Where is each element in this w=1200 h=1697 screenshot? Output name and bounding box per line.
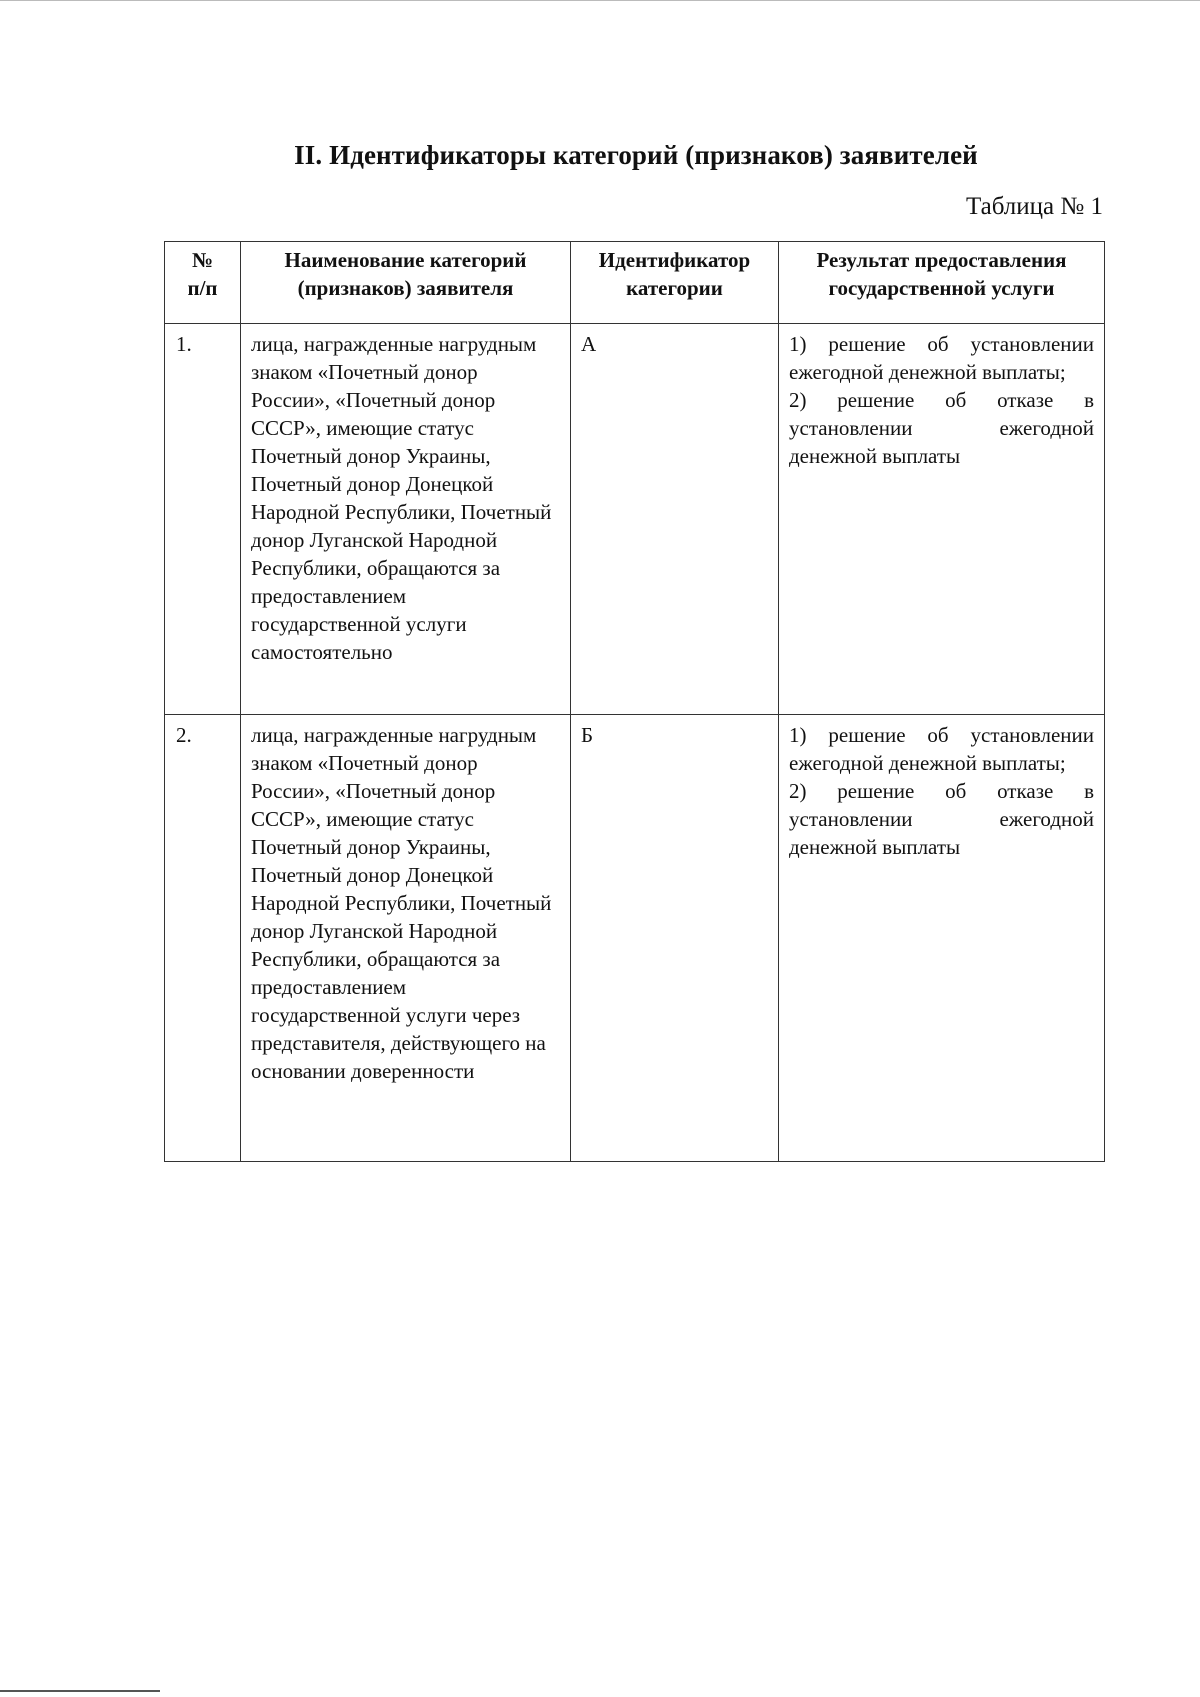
header-result: Результат предоставления государственной услуги bbox=[779, 242, 1105, 324]
row-category-id: Б bbox=[571, 715, 779, 1162]
row-number: 2. bbox=[165, 715, 241, 1162]
section-title: II. Идентификаторы категорий (признаков) заявителей bbox=[294, 140, 978, 170]
row-category-name: лица, награжденные нагрудным знаком «Почетный донор России», «Почетный донор СССР», имеющие статус Почетный донор Украины, Почетный донор Донецкой Народной Республики, Почетный донор Луганской Народной Республики, обращаются за предоставлением государственной услуги через представителя, действующего на основании доверенности bbox=[241, 715, 571, 1162]
header-number: № п/п bbox=[165, 242, 241, 324]
header-category-id: Идентификатор категории bbox=[571, 242, 779, 324]
table-header-row bbox=[165, 242, 1105, 324]
table-row bbox=[165, 715, 1105, 1162]
row-category-name: лица, награжденные нагрудным знаком «Почетный донор России», «Почетный донор СССР», имеющие статус Почетный донор Украины, Почетный донор Донецкой Народной Республики, Почетный донор Луганской Народной Республики, обращаются за предоставлением государственной услуги самостоятельно bbox=[241, 324, 571, 715]
categories-table bbox=[164, 241, 1105, 1162]
result-item: 2) решение об отказе в установлении ежегодной денежной выплаты bbox=[789, 779, 1094, 859]
scan-edge-line bbox=[0, 0, 1200, 1]
header-category-name: Наименование категорий (признаков) заявителя bbox=[241, 242, 571, 324]
table-row bbox=[165, 324, 1105, 715]
scan-edge-line bbox=[0, 1690, 160, 1692]
row-result bbox=[779, 324, 1105, 715]
row-result bbox=[779, 715, 1105, 1162]
result-item: 1) решение об установлении ежегодной денежной выплаты; bbox=[789, 723, 1094, 775]
row-category-id: А bbox=[571, 324, 779, 715]
result-item: 2) решение об отказе в установлении ежегодной денежной выплаты bbox=[789, 388, 1094, 468]
table-label: Таблица № 1 bbox=[965, 193, 1103, 220]
result-item: 1) решение об установлении ежегодной денежной выплаты; bbox=[789, 332, 1094, 384]
row-number: 1. bbox=[165, 324, 241, 715]
